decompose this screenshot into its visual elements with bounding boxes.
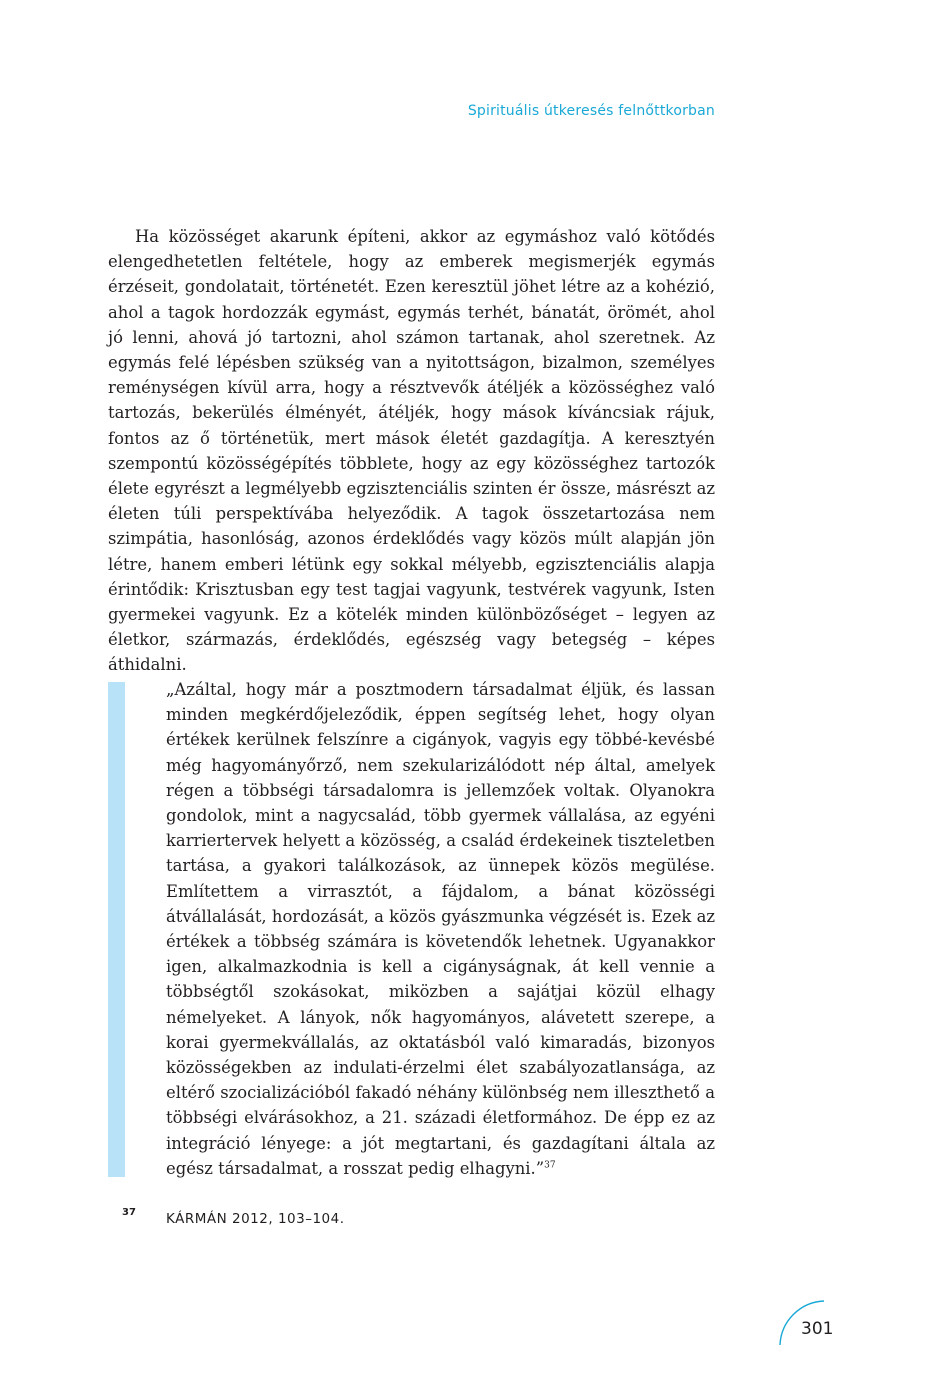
blockquote-text: „Azáltal, hogy már a posztmodern társadalmat éljük, és lassan minden megkérdőjeleződik, éppen segítség lehet, hogy olyan értékek kerülnek felszínre a cigányok, vagyis egy többé-kevésbé még hagyományőrző, nem szekularizálódott nép által, amelyek régen a többségi társadalomra is jellemzőek voltak. Olyanokra gondolok, mint a nagycsalád, több gyermek vállalása, az egyéni karriertervek helyett a közösség, a család érdekeinek tiszteletben tartása, a gyakori találkozások, az ünnepek közös megülése. Említettem a virrasztót, a fájdalom, a bánat közösségi átvállalását, hordozását, a közös gyászmunka végzését is. Ezek az értékek a többség számára is követendők lehetnek. Ugyanakkor igen, alkalmazkodnia is kell a cigányságnak, át kell vennie a többségtől szokásokat, miközben a sajátjai közül elhagy némelyeket. A lányok, nők hagyományos, alávetett szerepe, a korai gyermekvállalás, az oktatásból való kimaradás, bizonyos közösségekben az indulati-érzelmi élet szabályozatlansága, az eltérő szocializációból fakadó néhány különbség nem illeszthető a többségi elvárásokhoz, a 21. századi életformához. De épp ez az integráció lényege: a jót megtartani, és gazdagítani általa az egész társadalmat, a rosszat pedig elhagyni.” (166, 680, 715, 1178)
running-header: Spirituális útkeresés felnőttkorban (467, 103, 715, 119)
blockquote-bar (108, 682, 125, 1177)
footnote-reference[interactable]: 37 (544, 1160, 556, 1171)
body-paragraph: Ha közösséget akarunk építeni, akkor az egymáshoz való kötődés elengedhetetlen feltétele, hogy az emberek megismerjék egymás érzéseit, gondolatait, történetét. Ezen keresztül jöhet létre az a kohézió, ahol a tagok hordozzák egymást, egymás terhét, bánatát, örömét, ahol jó lenni, ahová jó tartozni, ahol számon tartanak, ahol szeretnek. Az egymás felé lépésben szükség van a nyitottságon, bizalmon, személyes reménységen kívül arra, hogy a résztvevők átéljék a közösséghez való tartozás, bekerülés élményét, átéljék, hogy mások kíváncsiak rájuk, fontos az ő történetük, mert mások életét gazdagítja. A keresztyén szempontú közösségépítés többlete, hogy az egy közösséghez tartozók élete egyrészt a legmélyebb egzisztenciális szinten ér össze, másrészt az életen túli perspektívába helyeződik. A tagok összetartozása nem szimpátia, hasonlóság, azonos érdeklődés vagy közös múlt alapján jön létre, hanem emberi létünk egy sokkal mélyebb, egzisztenciális alapja érintődik: Krisztusban egy test tagjai vagyunk, testvérek vagyunk, Isten gyermekei vagyunk. Ez a kötelék minden különbözőséget – legyen az életkor, származás, érdeklődés, egészség vagy betegség – képes áthidalni. (108, 227, 715, 675)
page-number: 301 (801, 1319, 834, 1339)
footnote-text: KÁRMÁN 2012, 103–104. (166, 1211, 345, 1227)
footnote-number: 37 (122, 1207, 136, 1218)
blockquote (166, 677, 715, 1181)
